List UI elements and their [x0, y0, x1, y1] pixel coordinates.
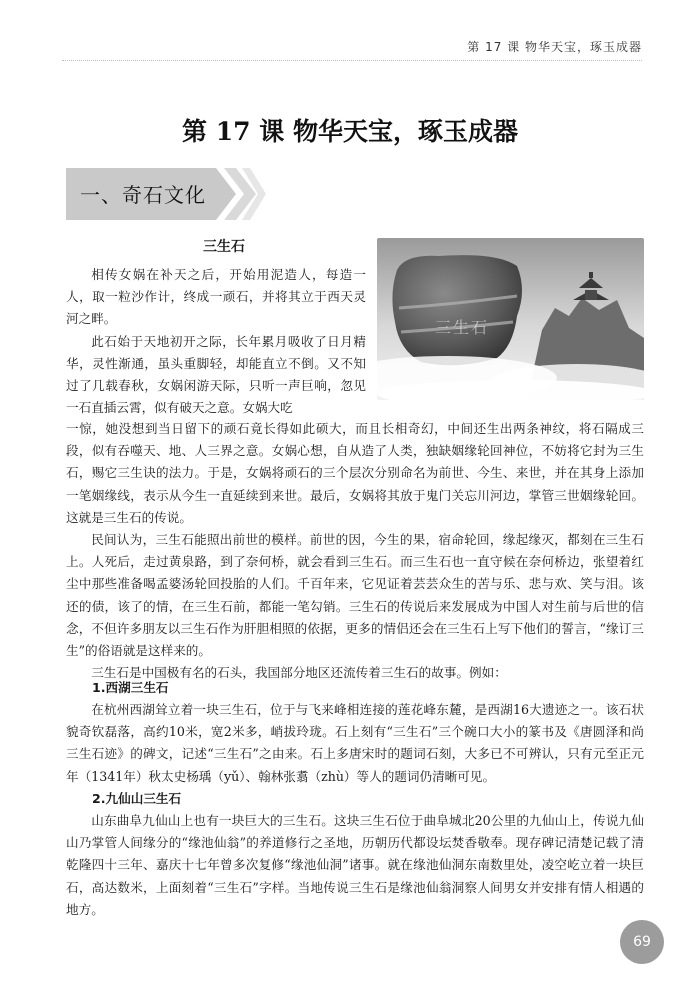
paragraph-4: 三生石是中国极有名的石头，我国部分地区还流传着三生石的故事。例如： — [91, 665, 507, 681]
paragraph-2-start: 此石始于天地初开之际，长年累月吸收了日月精华，灵性渐通，虽头重脚轻，却能直立不倒。又不知过了几载春秋，女娲闲游天际，只听一声巨响，忽见一石直插云霄，似有破天之意。女娲大吃 — [66, 333, 366, 416]
section-label: 一、奇石文化 — [80, 183, 206, 207]
stone-inscription: 三生石 — [435, 318, 490, 337]
section-banner — [66, 168, 266, 220]
header-divider — [62, 60, 642, 61]
item-paragraph: 在杭州西湖耸立着一块三生石，位于与飞来峰相连接的莲花峰东麓，是西湖16大遗迹之一。该石状貌奇钦磊落，高约10米，宽2米多，峭拔玲珑。石上刻有“三生石”三个碗口大小的篆书及《唐圆泽和尚三生石迹》的碑文，记述“三生石”之由来。石上多唐宋时的题词石刻，大多已不可辨认，只有元至正元年（1341年）秋太史杨瑀（yǔ）、翰林张翥（zhù）等人的题词仍清晰可见。 — [66, 702, 644, 784]
sansheng-stone-illustration — [377, 238, 644, 400]
paragraph-2-continued: 一惊，她没想到当日留下的顽石竟长得如此硕大，而且长相奇幻，中间还生出两条神纹，将石隔成三段，似有吞噬天、地、人三界之意。女娲心想，自从造了人类，独缺姻缘轮回神位，不妨将它封为三生石，赐它三生诀的法力。于是，女娲将顽石的三个层次分别命名为前世、今生、来世，并在其身上添加一笔姻缘线，表示从今生一直延续到来世。最后，女娲将其放于鬼门关忘川河边，掌管三世姻缘轮回。这就是三生石的传说。 — [66, 421, 644, 525]
item-body-jiuxianshan — [66, 810, 644, 921]
article-subtitle: 三生石 — [203, 239, 245, 255]
running-header: 第 17 课 物华天宝，琢玉成器 — [467, 40, 642, 54]
item-paragraph: 山东曲阜九仙山上也有一块巨大的三生石。这块三生石位于曲阜城北20公里的九仙山上，传说九仙山乃掌管人间缘分的“缘池仙翁”的养道修行之圣地，历朝历代都设坛焚香敬奉。现存碑记清楚记载了清乾隆四十三年、嘉庆十七年曾多次复修“缘池仙洞”诸事。就在缘池仙洞东南数里处，凌空屹立着一块巨石，高达数米，上面刻着“三生石”字样。当地传说三生石是缘池仙翁洞察人间男女并安排有情人相遇的地方。 — [66, 813, 644, 917]
paragraph-3: 民间认为，三生石能照出前世的模样。前世的因，今生的果，宿命轮回，缘起缘灭，都刻在三生石上。人死后，走过黄泉路，到了奈何桥，就会看到三生石。而三生石也一直守候在奈何桥边，张望着红尘中那些准备喝孟婆汤轮回投胎的人们。千百年来，它见证着芸芸众生的苦与乐、悲与欢、笑与泪。该还的债，该了的情，在三生石前，都能一笔勾销。三生石的传说后来发展成为中国人对生前与后世的信念，不但许多朋友以三生石作为肝胆相照的依据，更多的情侣还会在三生石上写下他们的誓言，“缘订三生”的俗语就是这样来的。 — [66, 532, 644, 659]
lesson-title: 第 17 课 物华天宝，琢玉成器 — [182, 117, 518, 146]
page-number-badge: 69 — [620, 920, 664, 964]
main-text-block — [66, 418, 644, 684]
item-heading-jiuxianshan: 2.九仙山三生石 — [92, 791, 182, 806]
item-heading-xihu: 1.西湖三生石 — [92, 680, 169, 695]
intro-wrap-column — [66, 264, 366, 419]
paragraph-1: 相传女娲在补天之后，开始用泥造人，每造一人，取一粒沙作计，终成一顽石，并将其立于西天灵河之畔。 — [66, 267, 366, 327]
item-body-xihu — [66, 699, 644, 788]
